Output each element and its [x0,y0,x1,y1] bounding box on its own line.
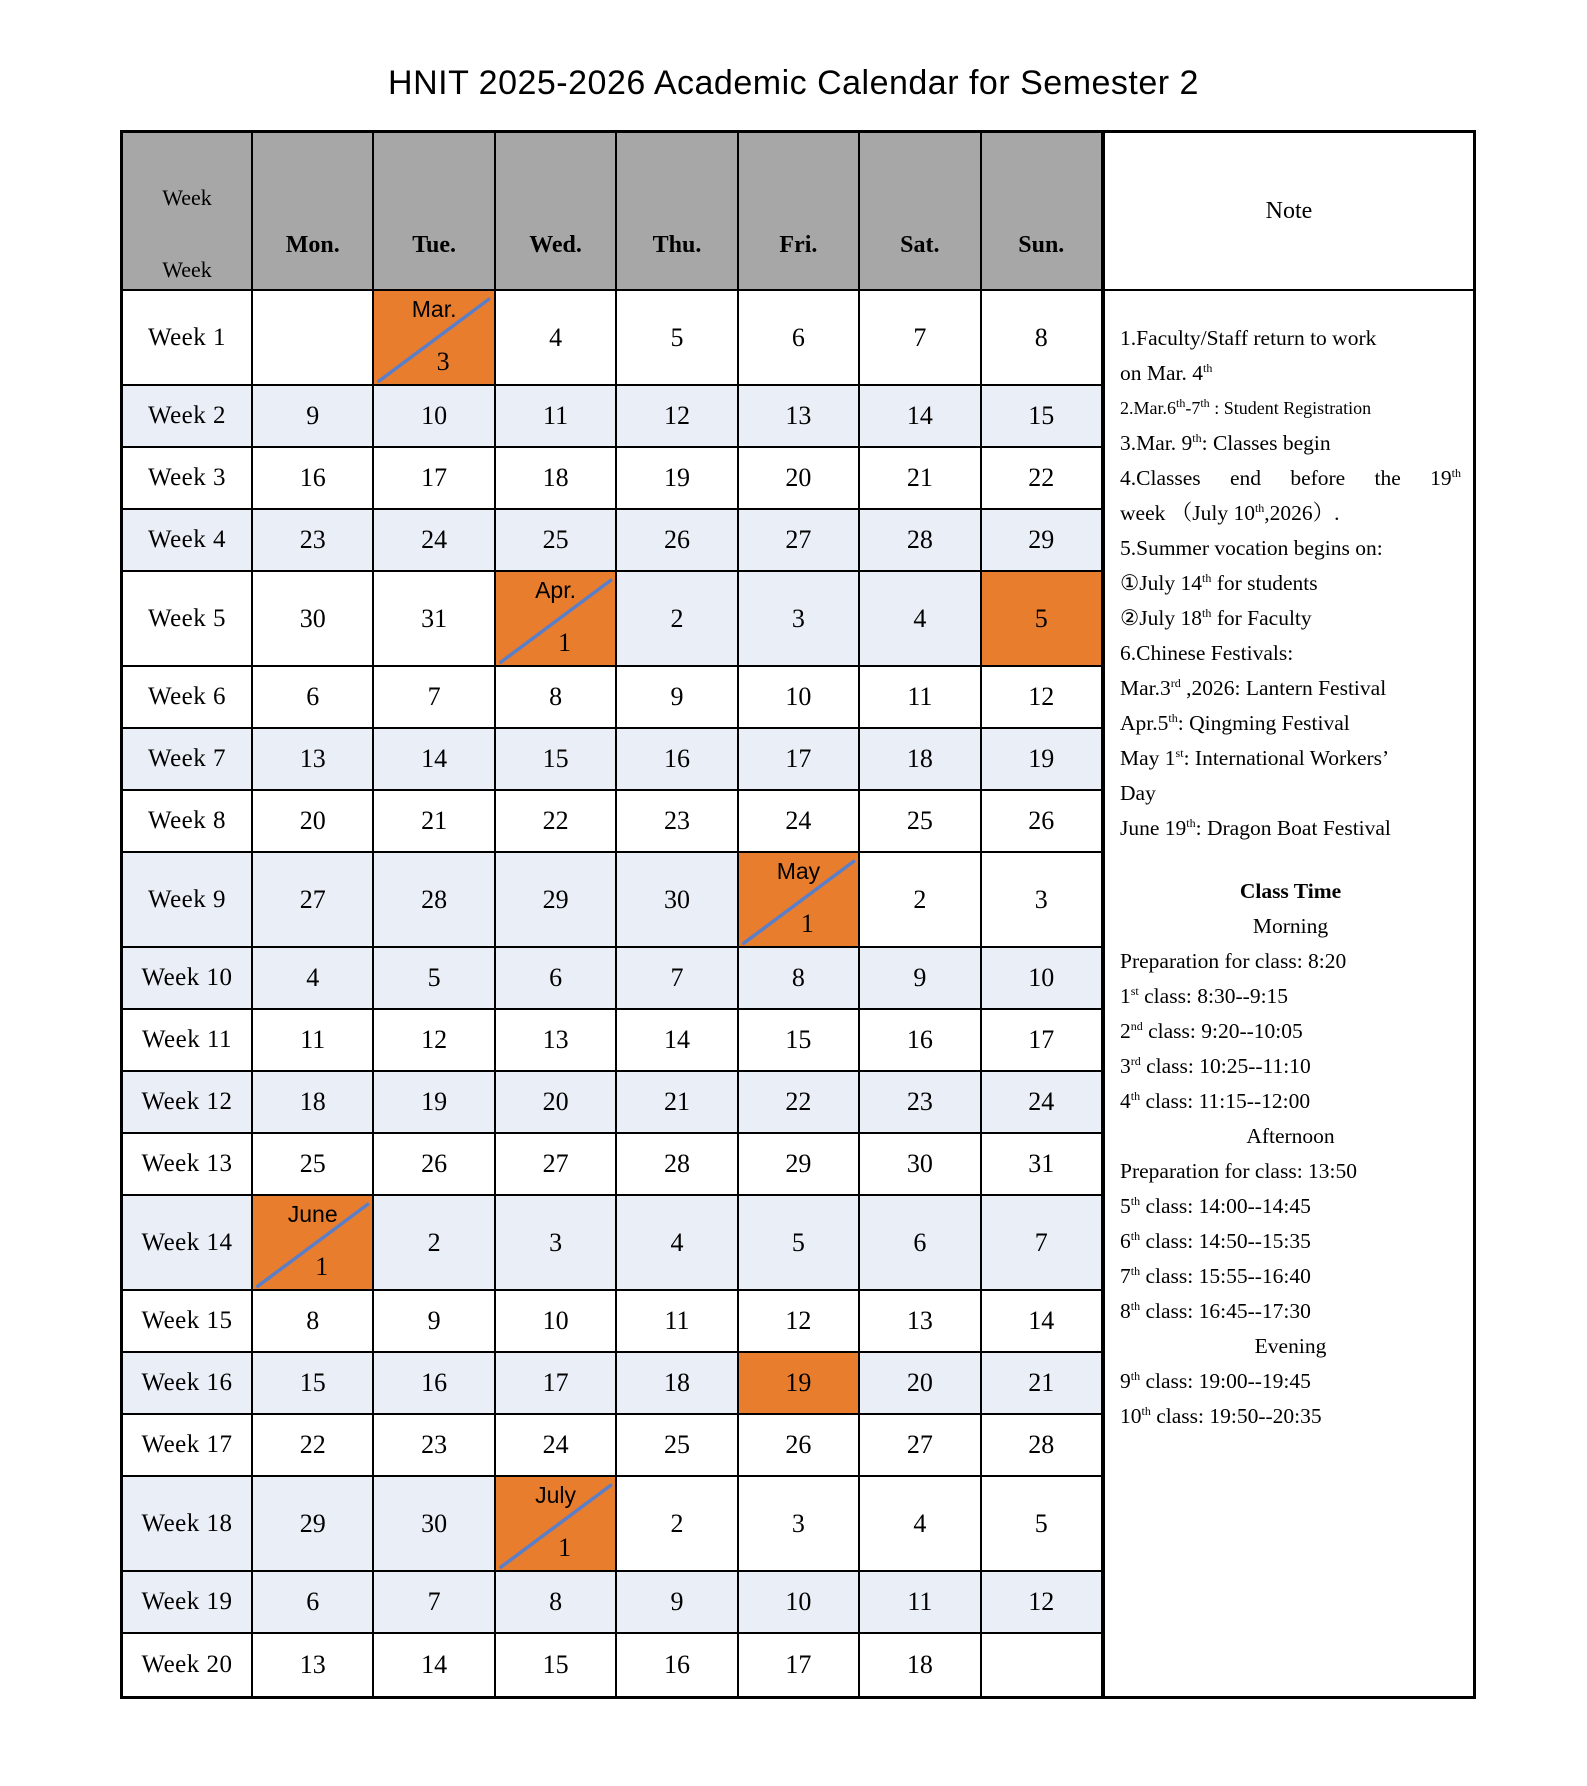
date-cell: 16 [617,729,738,791]
date-cell: 23 [374,1415,495,1477]
date-cell: 11 [860,667,981,729]
date-cell: 10 [496,1291,617,1353]
date-cell: 7 [982,1196,1103,1291]
date-cell: 16 [253,448,374,510]
date-cell: 9 [374,1291,495,1353]
date-cell: 29 [253,1477,374,1572]
date-cell: 3 [496,1196,617,1291]
date-cell: 3 [982,853,1103,948]
date-cell: 18 [617,1353,738,1415]
date-cell: 19 [617,448,738,510]
date-cell: 5 [617,291,738,386]
week-label-3: Week 3 [123,448,253,510]
date-cell: 10 [739,1572,860,1634]
date-cell: 12 [374,1010,495,1072]
date-cell: 30 [860,1134,981,1196]
day-header-sat: Sat. [860,133,981,291]
note-line: 4.Classes end before the 19th [1120,465,1461,490]
week-label-18: Week 18 [123,1477,253,1572]
date-number: 3 [436,347,450,376]
date-cell: 28 [860,510,981,572]
date-cell: 10 [374,386,495,448]
date-cell: 21 [374,791,495,853]
date-cell: 17 [982,1010,1103,1072]
date-number: 1 [800,909,814,938]
date-cell: 25 [496,510,617,572]
holiday-month-cell [496,1477,617,1572]
date-cell: 6 [739,291,860,386]
date-cell: 13 [253,1634,374,1696]
date-cell: 17 [739,729,860,791]
note-line: 2nd class: 9:20--10:05 [1120,1018,1303,1043]
date-cell: 6 [496,948,617,1010]
date-cell: 12 [617,386,738,448]
date-cell: 13 [253,729,374,791]
date-cell: 24 [496,1415,617,1477]
holiday-month-cell [739,853,860,948]
date-number: 1 [315,1252,329,1281]
date-cell: 30 [374,1477,495,1572]
note-line: Preparation for class: 13:50 [1120,1159,1358,1183]
date-cell [253,291,374,386]
holiday-month-cell [496,572,617,667]
holiday-date-cell: 19 [739,1353,860,1415]
note-column [1103,133,1473,1696]
date-cell: 28 [374,853,495,948]
date-cell: 19 [374,1072,495,1134]
date-cell: 27 [253,853,374,948]
day-header-fri: Fri. [739,133,860,291]
week-label-5: Week 5 [123,572,253,667]
date-cell: 20 [739,448,860,510]
date-cell: 26 [739,1415,860,1477]
week-label-19: Week 19 [123,1572,253,1634]
week-label-8: Week 8 [123,791,253,853]
date-cell: 16 [860,1010,981,1072]
date-cell: 4 [253,948,374,1010]
note-line [1120,846,1461,874]
date-cell: 15 [739,1010,860,1072]
week-label-10: Week 10 [123,948,253,1010]
date-cell: 21 [982,1353,1103,1415]
date-cell: 9 [617,1572,738,1634]
page-title: HNIT 2025-2026 Academic Calendar for Semester 2 [388,64,1199,102]
day-header-tue: Tue. [374,133,495,291]
date-cell: 24 [982,1072,1103,1134]
date-cell: 4 [617,1196,738,1291]
note-line: 1st class: 8:30--9:15 [1120,983,1289,1008]
day-header-thu: Thu. [617,133,738,291]
date-cell: 18 [496,448,617,510]
note-line: June 19th: Dragon Boat Festival [1120,815,1391,840]
holiday-month-cell [374,291,495,386]
holiday-date-cell: 5 [982,572,1103,667]
date-cell: 29 [982,510,1103,572]
date-cell: 29 [739,1134,860,1196]
note-line: 5.Summer vocation begins on: [1120,536,1383,560]
month-label: July [535,1482,577,1508]
date-cell: 18 [860,1634,981,1696]
note-line: Day [1120,781,1156,805]
note-line: 1.Faculty/Staff return to work [1120,326,1377,350]
date-cell: 14 [617,1010,738,1072]
day-header-mon: Mon. [253,133,374,291]
corner-week-bottom: Week [162,257,212,282]
date-cell: 9 [253,386,374,448]
date-cell: 8 [739,948,860,1010]
month-label: May [776,858,821,884]
date-cell: 3 [739,572,860,667]
corner-week-top: Week [162,185,212,210]
date-cell: 28 [982,1415,1103,1477]
note-line: on Mar. 4th [1120,360,1213,385]
date-cell: 11 [860,1572,981,1634]
date-cell: 31 [374,572,495,667]
note-line: 4th class: 11:15--12:00 [1120,1088,1311,1113]
corner-week-cell [123,133,253,291]
date-cell: 7 [617,948,738,1010]
date-cell: 15 [982,386,1103,448]
academic-calendar-table [120,130,1476,1699]
date-cell: 31 [982,1134,1103,1196]
date-cell: 12 [739,1291,860,1353]
date-cell: 8 [982,291,1103,386]
date-cell: 11 [253,1010,374,1072]
date-cell: 19 [982,729,1103,791]
date-cell: 7 [374,667,495,729]
note-line: 9th class: 19:00--19:45 [1120,1368,1311,1393]
date-cell: 15 [253,1353,374,1415]
date-cell: 26 [982,791,1103,853]
date-cell: 23 [253,510,374,572]
date-cell: 10 [982,948,1103,1010]
date-cell: 8 [253,1291,374,1353]
date-cell: 25 [860,791,981,853]
date-cell: 9 [860,948,981,1010]
date-cell: 8 [496,1572,617,1634]
day-header-wed: Wed. [496,133,617,291]
week-label-9: Week 9 [123,853,253,948]
week-label-2: Week 2 [123,386,253,448]
date-cell: 26 [374,1134,495,1196]
note-line: ②July 18th for Faculty [1120,605,1312,630]
date-cell: 30 [253,572,374,667]
date-cell: 6 [253,1572,374,1634]
date-cell: 17 [739,1634,860,1696]
holiday-month-cell [253,1196,374,1291]
date-cell: 13 [496,1010,617,1072]
date-cell: 4 [860,1477,981,1572]
date-cell: 17 [374,448,495,510]
date-cell [982,1634,1103,1696]
date-cell: 4 [496,291,617,386]
date-cell: 5 [982,1477,1103,1572]
week-label-4: Week 4 [123,510,253,572]
date-cell: 14 [860,386,981,448]
date-number: 1 [558,1533,572,1562]
note-line: 7th class: 15:55--16:40 [1120,1263,1311,1288]
date-cell: 2 [617,572,738,667]
date-cell: 24 [374,510,495,572]
date-cell: 27 [739,510,860,572]
date-cell: 6 [253,667,374,729]
date-cell: 23 [860,1072,981,1134]
day-header-sun: Sun. [982,133,1103,291]
note-line: 5th class: 14:00--14:45 [1120,1193,1311,1218]
week-label-13: Week 13 [123,1134,253,1196]
date-cell: 14 [374,1634,495,1696]
date-cell: 12 [982,667,1103,729]
date-cell: 25 [617,1415,738,1477]
date-cell: 18 [253,1072,374,1134]
date-number: 1 [558,628,572,657]
date-cell: 17 [496,1353,617,1415]
date-cell: 21 [860,448,981,510]
date-cell: 30 [617,853,738,948]
date-cell: 16 [374,1353,495,1415]
week-label-14: Week 14 [123,1196,253,1291]
date-cell: 22 [739,1072,860,1134]
note-line: 10th class: 19:50--20:35 [1120,1403,1322,1428]
note-section-title: Class Time [1239,879,1342,903]
month-label: Mar. [411,296,457,322]
note-line: 3.Mar. 9th: Classes begin [1120,430,1331,455]
note-body [1105,291,1473,1696]
note-line: Evening [1254,1334,1327,1358]
note-line: May 1st: International Workers’ [1120,745,1390,770]
note-line: Preparation for class: 8:20 [1120,949,1347,973]
month-label: Apr. [535,577,577,603]
note-line: Apr.5th: Qingming Festival [1120,710,1350,735]
note-line: ①July 14th for students [1120,570,1318,595]
week-label-11: Week 11 [123,1010,253,1072]
date-cell: 7 [374,1572,495,1634]
date-cell: 10 [739,667,860,729]
date-cell: 8 [496,667,617,729]
date-cell: 22 [253,1415,374,1477]
date-cell: 27 [496,1134,617,1196]
date-cell: 28 [617,1134,738,1196]
date-cell: 6 [860,1196,981,1291]
date-cell: 26 [617,510,738,572]
date-cell: 15 [496,1634,617,1696]
note-line: 6.Chinese Festivals: [1120,641,1294,665]
week-label-7: Week 7 [123,729,253,791]
date-cell: 29 [496,853,617,948]
month-label: June [287,1201,338,1227]
note-line: week （July 10th,2026）. [1120,500,1340,525]
week-label-12: Week 12 [123,1072,253,1134]
date-cell: 2 [617,1477,738,1572]
date-cell: 4 [860,572,981,667]
date-cell: 5 [739,1196,860,1291]
date-cell: 20 [253,791,374,853]
week-label-20: Week 20 [123,1634,253,1696]
date-cell: 2 [860,853,981,948]
week-label-6: Week 6 [123,667,253,729]
note-line: 6th class: 14:50--15:35 [1120,1228,1311,1253]
date-cell: 22 [496,791,617,853]
week-label-1: Week 1 [123,291,253,386]
date-cell: 20 [496,1072,617,1134]
date-cell: 11 [496,386,617,448]
week-label-15: Week 15 [123,1291,253,1353]
note-line: Morning [1252,914,1329,938]
date-cell: 25 [253,1134,374,1196]
date-cell: 14 [374,729,495,791]
date-cell: 5 [374,948,495,1010]
calendar-grid [123,133,1103,1696]
date-cell: 18 [860,729,981,791]
date-cell: 15 [496,729,617,791]
date-cell: 13 [739,386,860,448]
date-cell: 20 [860,1353,981,1415]
date-cell: 2 [374,1196,495,1291]
note-header: Note [1105,133,1473,291]
note-line: Afternoon [1246,1124,1335,1148]
date-cell: 23 [617,791,738,853]
date-cell: 11 [617,1291,738,1353]
week-label-17: Week 17 [123,1415,253,1477]
note-line: 3rd class: 10:25--11:10 [1120,1053,1311,1078]
date-cell: 27 [860,1415,981,1477]
date-cell: 12 [982,1572,1103,1634]
note-line: 8th class: 16:45--17:30 [1120,1298,1311,1323]
date-cell: 22 [982,448,1103,510]
date-cell: 16 [617,1634,738,1696]
date-cell: 14 [982,1291,1103,1353]
note-line: Mar.3rd ,2026: Lantern Festival [1120,675,1387,700]
date-cell: 21 [617,1072,738,1134]
date-cell: 7 [860,291,981,386]
week-label-16: Week 16 [123,1353,253,1415]
date-cell: 24 [739,791,860,853]
note-line: 2.Mar.6th-7th : Student Registration [1120,396,1372,418]
date-cell: 13 [860,1291,981,1353]
date-cell: 9 [617,667,738,729]
date-cell: 3 [739,1477,860,1572]
